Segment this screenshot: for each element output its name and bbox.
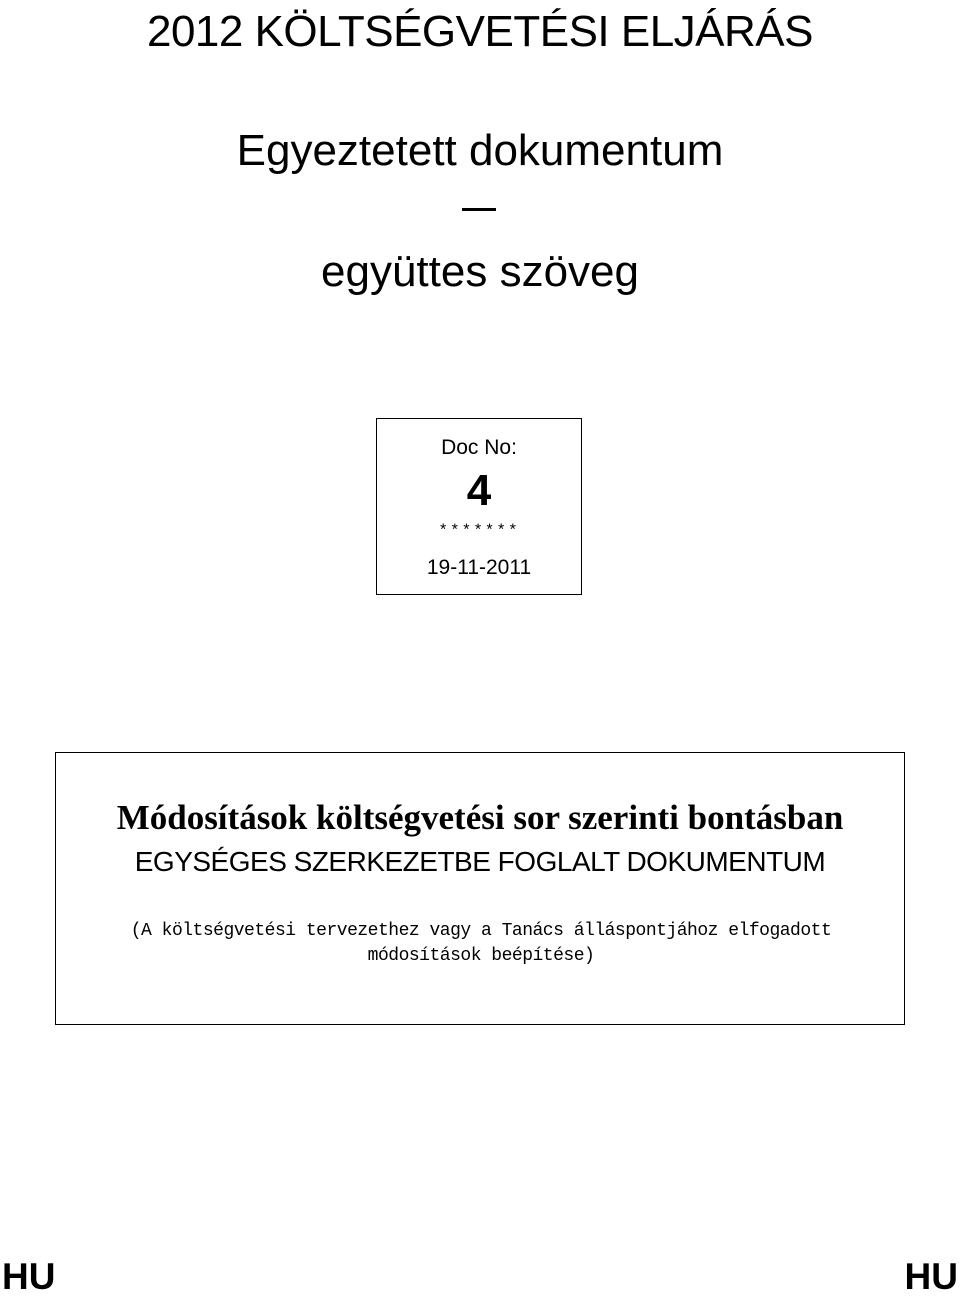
document-info-box — [55, 752, 905, 1025]
doc-number-label: Doc No: — [441, 436, 517, 459]
info-subheading: EGYSÉGES SZERKEZETBE FOGLALT DOKUMENTUM — [134, 846, 826, 877]
doc-number-value: 4 — [466, 466, 492, 515]
document-title: 2012 KÖLTSÉGVETÉSI ELJÁRÁS — [146, 7, 814, 56]
info-heading: Módosítások költségvetési sor szerinti bontásban — [116, 798, 844, 837]
language-code-left: HU — [2, 1256, 56, 1297]
subtitle-dash-divider — [462, 208, 496, 211]
subtitle-line-2: együttes szöveg — [321, 247, 639, 296]
doc-number-stars: ******* — [438, 522, 520, 540]
info-note: (A költségvetési tervezethez vagy a Tanács álláspontjához elfogadott módosítások beépítése) — [130, 921, 832, 966]
doc-number-box — [376, 418, 582, 595]
language-code-right: HU — [904, 1256, 958, 1297]
doc-date: 19-11-2011 — [426, 556, 532, 579]
subtitle-line-1: Egyeztetett dokumentum — [236, 126, 724, 175]
